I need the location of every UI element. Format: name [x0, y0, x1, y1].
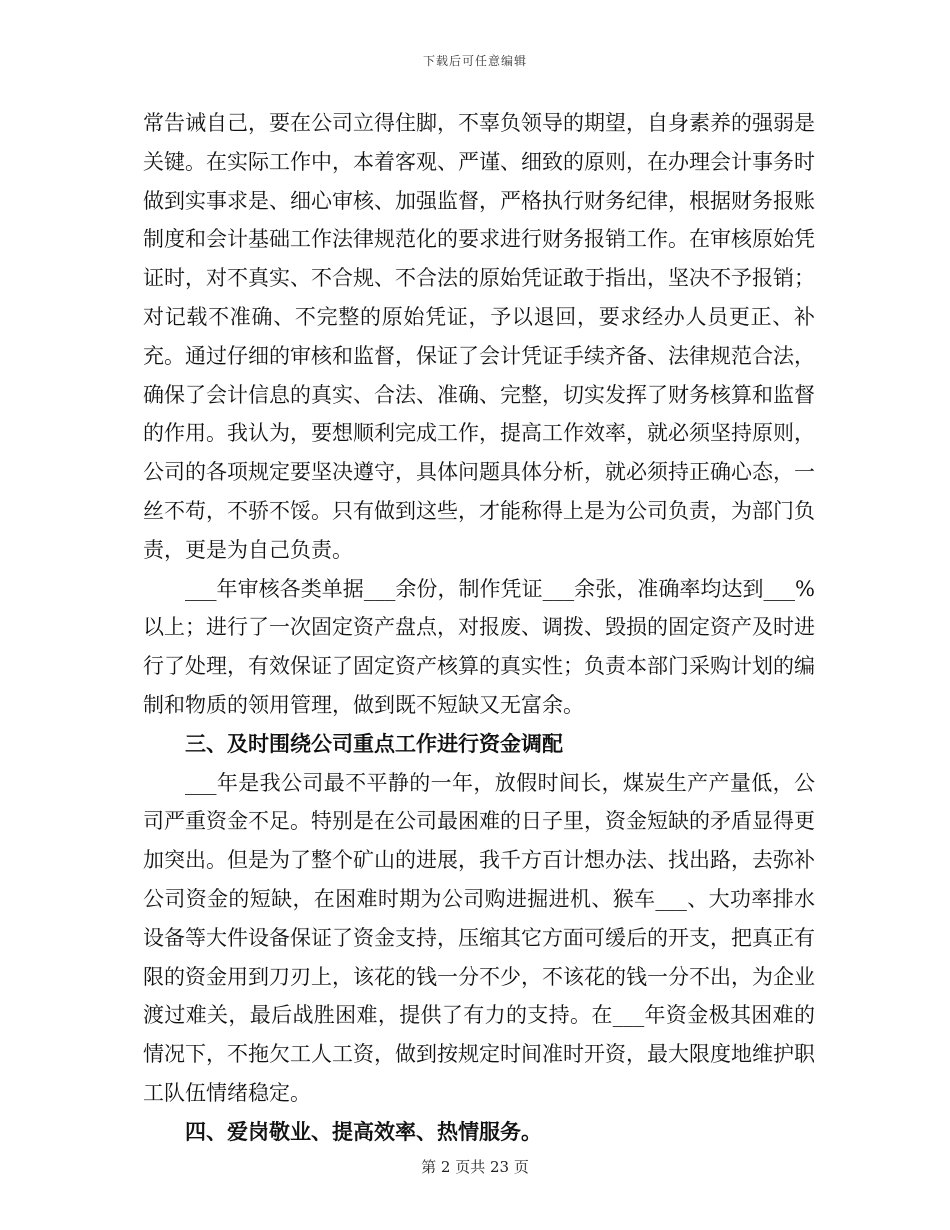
- document-body: [143, 104, 815, 1152]
- section-heading-fund-allocation: 三、及时围绕公司重点工作进行资金调配: [185, 731, 563, 756]
- section-heading-dedication: 四、爱岗敬业、提高效率、热情服务。: [185, 1119, 542, 1144]
- paragraph-audit-statistics: ___年审核各类单据___余份，制作凭证___余张，准确率均达到___%以上；进行了一次固定资产盘点，对报废、调拨、毁损的固定资产及时进行了处理，有效保证了固定资产核算的真实性；负责本部门采购计划的编制和物质的领用管理，做到既不短缺又无富余。: [143, 576, 815, 717]
- paragraph-self-discipline: 常告诫自己，要在公司立得住脚，不辜负领导的期望，自身素养的强弱是关键。在实际工作中，本着客观、严谨、细致的原则，在办理会计事务时做到实事求是、细心审核、加强监督，严格执行财务纪律，根据财务报账制度和会计基础工作法律规范化的要求进行财务报销工作。在审核原始凭证时，对不真实、不合规、不合法的原始凭证敢于指出，坚决不予报销；对记载不准确、不完整的原始凭证，予以退回，要求经办人员更正、补充。通过仔细的审核和监督，保证了会计凭证手续齐备、法律规范合法，确保了会计信息的真实、合法、准确、完整，切实发挥了财务核算和监督的作用。我认为，要想顺利完成工作，提高工作效率，就必须坚持原则，公司的各项规定要坚决遵守，具体问题具体分析，就必须持正确心态，一丝不苟，不骄不馁。只有做到这些，才能称得上是为公司负责，为部门负责，更是为自己负责。: [143, 111, 815, 562]
- page-footer: 第 2 页共 23 页: [421, 1158, 529, 1176]
- page-header: 下载后可任意编辑: [422, 54, 527, 68]
- paragraph-fund-allocation: ___年是我公司最不平静的一年，放假时间长，煤炭生产产量低，公司严重资金不足。特别是在公司最困难的日子里，资金短缺的矛盾显得更加突出。但是为了整个矿山的进展，我千方百计想办法、找出路，去弥补公司资金的短缺，在困难时期为公司购进掘进机、猴车___、大功率排水设备等大件设备保证了资金支持，压缩其它方面可缓后的开支，把真正有限的资金用到刀刃上，该花的钱一分不少，不该花的钱一分不出，为企业渡过难关，最后战胜困难，提供了有力的支持。在___年资金极其困难的情况下，不拖欠工人工资，做到按规定时间准时开资，最大限度地维护职工队伍情绪稳定。: [143, 770, 815, 1105]
